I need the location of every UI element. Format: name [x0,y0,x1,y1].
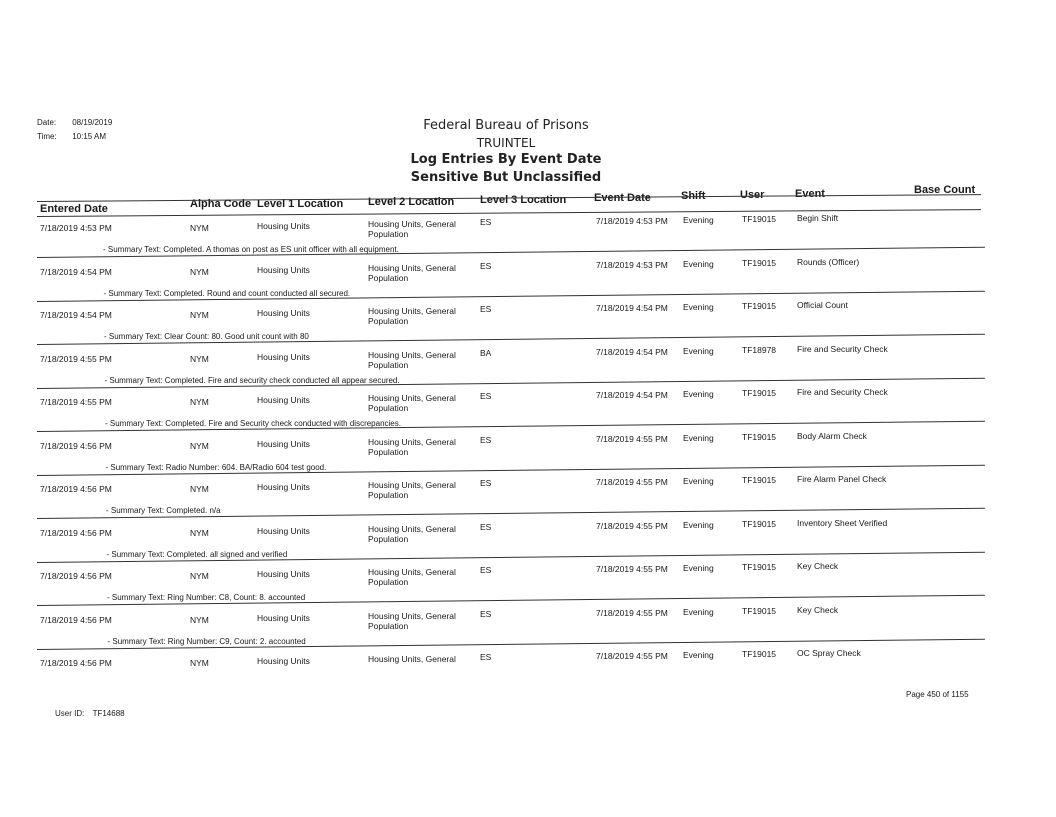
entry-level1: Housing Units [257,482,310,492]
header-agency: Federal Bureau of Prisons [423,118,589,133]
entry-summary: - Summary Text: Completed. Fire and Security check conducted with discrepancies. [105,419,401,428]
entry-level3: ES [480,608,492,619]
entry-shift: Evening [683,258,714,269]
col-user: User [740,189,765,201]
entry-event-date: 7/18/2019 4:55 PM [596,477,668,487]
entry-entered: 7/18/2019 4:54 PM [40,266,112,277]
entry-level1: Housing Units [257,612,310,623]
entry-event-date: 7/18/2019 4:54 PM [596,390,668,400]
entry-alpha: NYM [190,527,209,538]
entry-event-date: 7/18/2019 4:54 PM [596,303,668,313]
entry-event: Inventory Sheet Verified [797,517,888,528]
entry-level3: BA [480,347,492,358]
col-base-count: Base Count [914,184,976,196]
entry-shift: Evening [683,476,714,486]
entry-user: TF19015 [742,431,777,442]
entry-summary: - Summary Text: Radio Number: 604. BA/Radio 604 test good. [105,462,327,472]
entry-level1: Housing Units [257,351,310,362]
entry-alpha: NYM [190,484,209,494]
entry-event-date: 7/18/2019 4:53 PM [596,259,668,270]
entry-level3: ES [480,478,492,488]
entry-level3: ES [480,434,492,445]
entry-event: Official Count [797,300,848,310]
entry-event-date: 7/18/2019 4:55 PM [596,651,668,661]
header-report-title: Log Entries By Event Date [410,152,602,167]
entry-alpha: NYM [190,266,209,277]
entry-event: Fire and Security Check [797,387,888,397]
entry-level1: Housing Units [257,569,310,579]
entry-alpha: NYM [190,571,209,581]
entry-user: TF19015 [742,562,777,572]
col-level2: Level 2 Location [368,196,455,208]
entry-alpha: NYM [190,223,209,233]
entry-summary: - Summary Text: Completed. n/a [106,506,221,515]
entry-entered: 7/18/2019 4:56 PM [40,571,112,581]
entry-user: TF19015 [742,214,777,224]
entry-event: Key Check [797,561,839,571]
entry-shift: Evening [683,389,714,399]
entry-level1: Housing Units [257,656,310,666]
header-system: TRUINTEL [476,136,536,150]
footer-user-id [55,709,125,718]
col-level1: Level 1 Location [257,198,344,210]
entry-event-date: 7/18/2019 4:54 PM [596,346,668,357]
entry-level2: Housing Units, General Population [368,523,456,544]
entry-level2: Housing Units, General Population [368,393,456,413]
col-shift: Shift [681,190,706,202]
entry-shift: Evening [683,650,714,660]
entry-level2: Housing Units, General Population [368,219,456,239]
col-alpha-code: Alpha Code [190,198,252,210]
entry-level3: ES [480,565,492,575]
entry-user: TF19015 [742,388,777,398]
entry-level2: Housing Units, General Population [368,306,456,326]
entry-alpha: NYM [190,614,209,625]
entry-level1: Housing Units [257,221,310,231]
entry-entered: 7/18/2019 4:56 PM [40,658,112,668]
col-entered-date: Entered Date [40,203,108,215]
entry-level2: Housing Units, General Population [368,262,456,283]
entry-shift: Evening [683,215,714,225]
entry-level1: Housing Units [257,308,310,318]
report-time [37,132,106,141]
user-id-label: User ID: [55,709,85,718]
entry-level3: ES [480,652,492,662]
time-value: 10:15 AM [72,132,107,141]
entry-alpha: NYM [190,310,209,320]
entry-summary: - Summary Text: Ring Number: C9, Count: 2. accounted [107,636,306,646]
entry-user: TF18978 [742,344,777,355]
entry-level1: Housing Units [257,438,310,449]
entry-user: TF19015 [742,605,777,616]
date-value: 08/19/2019 [72,118,113,127]
entry-user: TF19015 [742,301,777,311]
entry-summary: - Summary Text: Completed. all signed and verified [106,549,288,559]
entry-level3: ES [480,521,492,532]
page-number: Page 450 of 1155 [906,690,969,699]
entry-level1: Housing Units [257,395,310,405]
entry-event-date: 7/18/2019 4:55 PM [596,520,668,531]
header-rule-bottom [37,209,981,217]
entry-level2: Housing Units, General Population [368,610,456,631]
entry-user: TF19015 [742,518,777,529]
entry-user: TF19015 [742,257,777,268]
entry-summary: - Summary Text: Completed. A thomas on post as ES unit officer with all equipment. [103,245,399,254]
entry-summary: - Summary Text: Completed. Round and count conducted all secured. [103,288,351,298]
entry-shift: Evening [683,345,714,356]
entry-entered: 7/18/2019 4:56 PM [40,484,112,494]
entry-event: Key Check [797,604,839,615]
entry-event-date: 7/18/2019 4:55 PM [596,607,668,618]
col-event-date: Event Date [594,192,651,204]
entry-level1: Housing Units [257,264,310,275]
entry-summary: - Summary Text: Clear Count: 80. Good unit count with 80 [104,332,309,341]
entry-level2: Housing Units, General Population [368,480,456,500]
entry-level2: Housing Units, General Population [368,349,456,370]
entry-level3: ES [480,260,492,271]
entry-entered: 7/18/2019 4:55 PM [40,353,112,364]
entry-entered: 7/18/2019 4:54 PM [40,310,112,320]
user-id-value: TF14688 [92,709,125,718]
entry-level1: Housing Units [257,525,310,536]
entry-user: TF19015 [742,475,777,485]
report-date [37,118,112,127]
entry-event: Fire Alarm Panel Check [797,474,887,484]
entry-alpha: NYM [190,658,209,668]
entry-event-date: 7/18/2019 4:55 PM [596,433,668,444]
entry-user: TF19015 [742,649,777,659]
entry-event: Rounds (Officer) [797,256,860,267]
entry-alpha: NYM [190,440,209,451]
entry-level3: ES [480,391,492,401]
entry-shift: Evening [683,432,714,443]
entry-level2: Housing Units, General Population [368,436,456,457]
entry-shift: Evening [683,519,714,530]
col-event: Event [795,188,825,200]
entry-event: Begin Shift [797,213,839,223]
entry-event: Fire and Security Check [797,343,888,354]
date-label: Date: [37,118,57,127]
entry-entered: 7/18/2019 4:53 PM [40,223,112,233]
entry-alpha: NYM [190,353,209,364]
header-classification: Sensitive But Unclassified [410,170,602,185]
entry-event: OC Spray Check [797,648,861,658]
entry-level2: Housing Units, General [368,654,456,664]
entry-event-date: 7/18/2019 4:55 PM [596,564,668,574]
entry-entered: 7/18/2019 4:55 PM [40,397,112,407]
entry-entered: 7/18/2019 4:56 PM [40,614,112,625]
entry-entered: 7/18/2019 4:56 PM [40,527,112,538]
entry-level3: ES [480,217,492,227]
entry-shift: Evening [683,606,714,617]
entry-level3: ES [480,304,492,314]
entry-summary: - Summary Text: Ring Number: C8, Count: 8. accounted [107,593,306,602]
entry-event-date: 7/18/2019 4:53 PM [596,216,668,226]
col-level3: Level 3 Location [480,194,567,206]
entry-event: Body Alarm Check [797,430,867,441]
entry-shift: Evening [683,302,714,312]
time-label: Time: [37,132,57,141]
entry-shift: Evening [683,563,714,573]
entry-entered: 7/18/2019 4:56 PM [40,440,112,451]
entry-level2: Housing Units, General Population [368,567,456,587]
entry-alpha: NYM [190,397,209,407]
entry-summary: - Summary Text: Completed. Fire and security check conducted all appear secured. [104,375,400,385]
